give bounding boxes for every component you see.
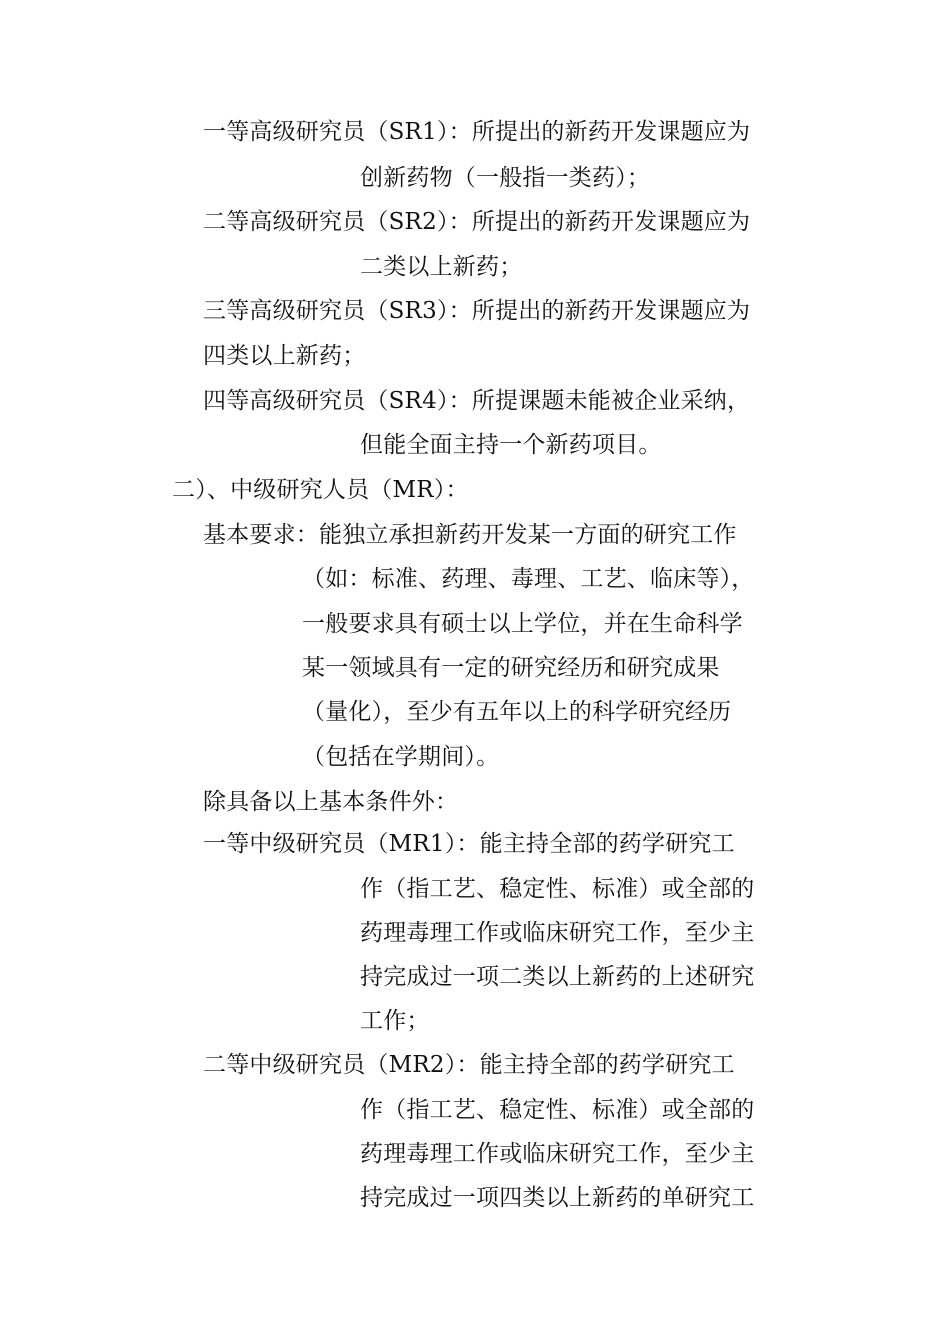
text-line: 二等高级研究员（SR2）：所提出的新药开发课题应为 (203, 209, 751, 235)
text-line: 创新药物（一般指一类药）； (360, 165, 651, 191)
text-line: （量化），至少有五年以上的科学研究经历 (302, 699, 732, 725)
text-line: 作（指工艺、稳定性、标准）或全部的 (360, 1097, 755, 1123)
text-line: 一般要求具有硕士以上学位，并在生命科学 (302, 611, 743, 637)
text-line: 一等中级研究员（MR1）：能主持全部的药学研究工 (203, 831, 735, 857)
section-heading: 二）、中级研究人员（MR）： (172, 477, 469, 503)
text-line: 一等高级研究员（SR1）：所提出的新药开发课题应为 (203, 119, 751, 145)
text-line: （包括在学期间）。 (302, 744, 500, 770)
text-line: 药理毒理工作或临床研究工作，至少主 (360, 920, 755, 946)
text-line: 二类以上新药； (360, 254, 523, 280)
text-line: 持完成过一项四类以上新药的单研究工 (360, 1185, 755, 1211)
text-line: 但能全面主持一个新药项目。 (360, 432, 662, 458)
text-line: 工作； (360, 1008, 430, 1034)
text-line: 四等高级研究员（SR4）：所提课题未能被企业采纳， (203, 388, 751, 414)
text-line: 三等高级研究员（SR3）：所提出的新药开发课题应为 (203, 298, 751, 324)
text-line: 作（指工艺、稳定性、标准）或全部的 (360, 876, 755, 902)
text-line: 药理毒理工作或临床研究工作，至少主 (360, 1141, 755, 1167)
text-line: 二等中级研究员（MR2）：能主持全部的药学研究工 (203, 1052, 735, 1078)
text-line: 四类以上新药； (203, 343, 366, 369)
text-line: 持完成过一项二类以上新药的上述研究 (360, 964, 755, 990)
text-line: 除具备以上基本条件外： (203, 789, 459, 815)
text-line: 基本要求：能独立承担新药开发某一方面的研究工作 (203, 522, 737, 548)
text-line: 某一领域具有一定的研究经历和研究成果 (302, 655, 720, 681)
text-line: （如：标准、药理、毒理、工艺、临床等）， (302, 566, 755, 592)
